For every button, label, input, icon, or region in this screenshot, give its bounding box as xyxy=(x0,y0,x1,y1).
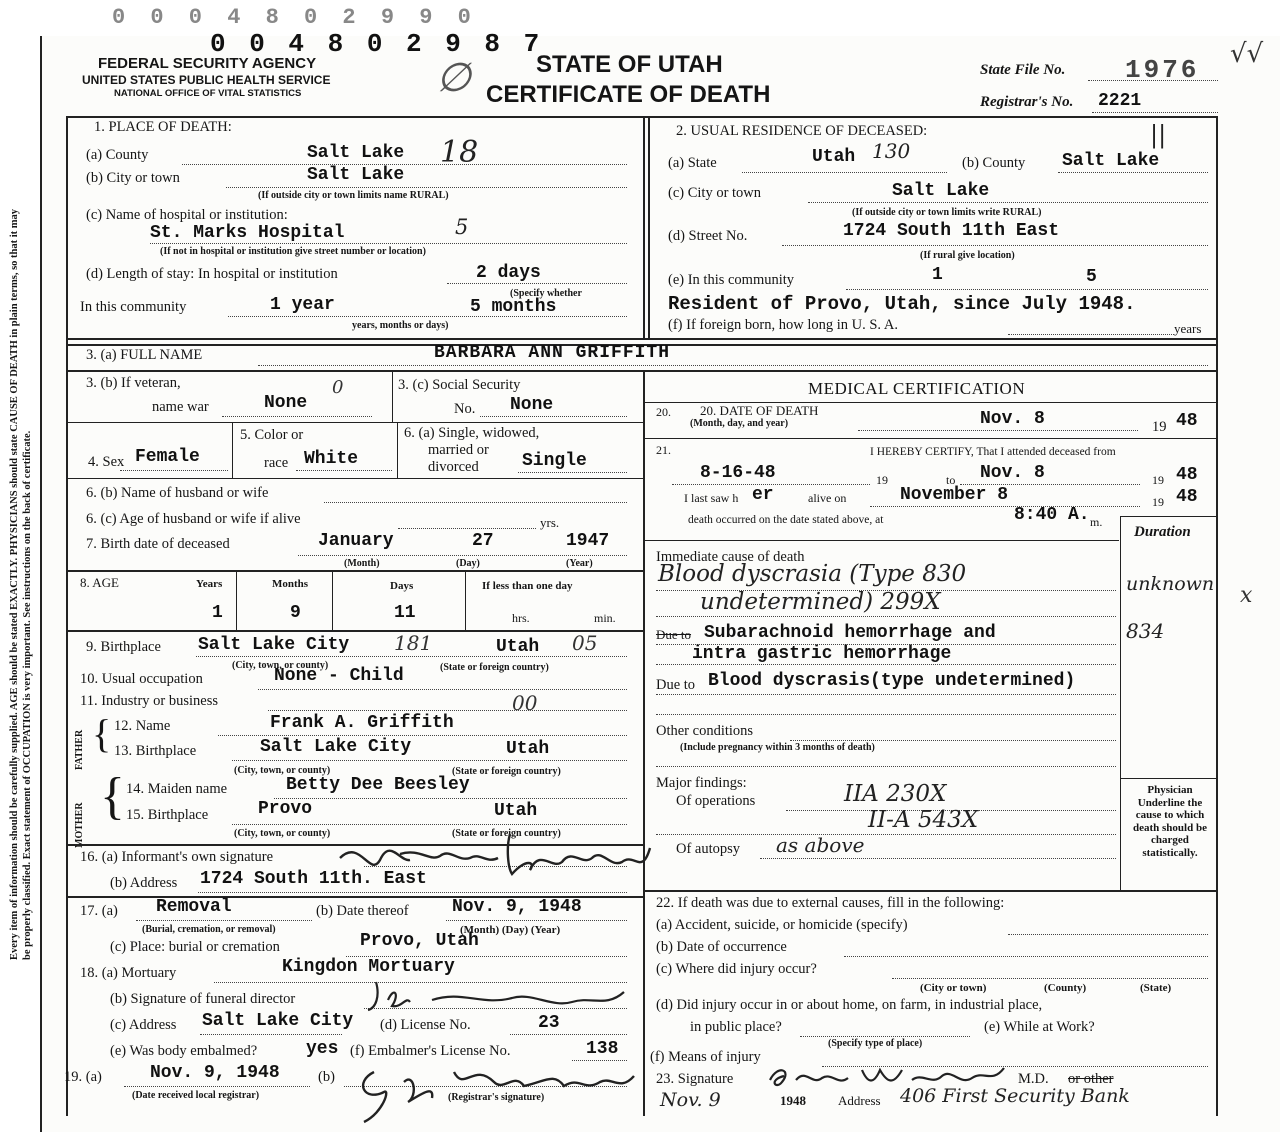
signature-other: or other xyxy=(1068,1071,1114,1087)
office-name: NATIONAL OFFICE OF VITAL STATISTICS xyxy=(114,88,302,99)
operations-2: II-A 543X xyxy=(868,807,979,833)
birthplace-city: Salt Lake City xyxy=(198,635,350,655)
burial-label: 17. (a) xyxy=(80,903,118,919)
received-label: 19. (a) xyxy=(64,1069,102,1085)
medical-bottom xyxy=(643,890,1216,892)
father-name: Frank A. Griffith xyxy=(270,713,454,733)
industry-label: 11. Industry or business xyxy=(80,693,219,709)
mother-bracket: { xyxy=(100,768,125,825)
residence-city-note: (If outside city or town limits write RURAL) xyxy=(852,207,1042,218)
immediate-line-2 xyxy=(656,616,1116,617)
age-div-3 xyxy=(465,570,466,630)
age-days-cap: Days xyxy=(390,580,414,592)
father-bp-line xyxy=(232,760,627,761)
age-label: 8. AGE xyxy=(80,575,119,590)
residence-city-line xyxy=(808,202,1208,203)
occupation-label: 10. Usual occupation xyxy=(80,671,203,687)
frame-row-2 xyxy=(66,370,1216,372)
last-saw-year: 48 xyxy=(1176,487,1198,507)
embalmed-value: yes xyxy=(306,1039,339,1059)
age-hrs: hrs. xyxy=(512,611,530,625)
due-to-2-label: Due to xyxy=(656,677,696,693)
operations-line-2 xyxy=(656,834,1116,835)
residence-heading: 2. USUAL RESIDENCE OF DECEASED: xyxy=(676,123,928,139)
immediate-cause-2: undetermined) 299X xyxy=(700,589,941,615)
top-number: 0 0 0 4 8 0 2 9 9 0 xyxy=(112,5,477,30)
state-file-label: State File No. xyxy=(980,62,1066,78)
received-cap: (Date received local registrar) xyxy=(132,1090,260,1101)
due-to-1-prefix: Due to xyxy=(656,627,692,642)
time-value: 8:40 A. xyxy=(1014,505,1090,525)
residence-foreign-label: (f) If foreign born, how long in U. S. A. xyxy=(668,317,898,333)
external-b-line xyxy=(844,956,1208,957)
burial-value: Removal xyxy=(156,897,232,917)
registrar-signature xyxy=(344,1052,654,1128)
hospital-value: St. Marks Hospital xyxy=(150,223,345,243)
mother-bp-state: Utah xyxy=(494,801,538,821)
autopsy-line xyxy=(760,858,1116,859)
residence-state: Utah xyxy=(812,147,856,167)
fullname-value: BARBARA ANN GRIFFITH xyxy=(434,343,671,363)
sex-value: Female xyxy=(135,447,200,467)
disposition-address-label: (c) Address xyxy=(110,1017,177,1033)
residence-street-label: (d) Street No. xyxy=(668,228,748,244)
birth-year-cap: (Year) xyxy=(566,558,593,569)
other-note: (Include pregnancy within 3 months of death) xyxy=(680,742,875,753)
cert-21: 21. xyxy=(656,443,671,457)
attended-to-label: to xyxy=(946,473,956,487)
mother-name-label: 14. Maiden name xyxy=(126,781,228,797)
marital-label-1: 6. (a) Single, widowed, xyxy=(404,425,540,441)
industry-mark: 00 xyxy=(512,691,538,715)
frame-top xyxy=(66,116,1216,118)
disposition-date-cap: (Month) (Day) (Year) xyxy=(460,924,561,936)
birthplace-label: 9. Birthplace xyxy=(86,639,161,655)
registrar-b-label: (b) xyxy=(318,1069,335,1085)
stay-label: (d) Length of stay: In hospital or institution xyxy=(86,266,338,282)
residence-county: Salt Lake xyxy=(1062,151,1160,171)
signature-label: 23. Signature xyxy=(656,1071,734,1087)
units-note: years, months or days) xyxy=(352,320,449,331)
hospital-note: (If not in hospital or institution give street number or location) xyxy=(160,246,426,257)
age-div-2 xyxy=(332,570,333,630)
husband-line xyxy=(324,502,627,503)
attended-to: Nov. 8 xyxy=(980,463,1045,483)
license-line xyxy=(510,1034,627,1035)
county-code: 18 xyxy=(440,135,479,170)
informant-address-line xyxy=(198,892,627,893)
attended-19: 19 xyxy=(876,473,888,487)
mother-name-line xyxy=(274,798,627,799)
veteran-line xyxy=(222,416,372,417)
birth-year: 1947 xyxy=(566,531,610,551)
ss-sub: No. xyxy=(454,401,476,417)
residence-county-line xyxy=(1058,172,1208,173)
duration-top xyxy=(1120,516,1216,517)
age-years: 1 xyxy=(212,603,223,623)
husband-label: 6. (b) Name of husband or wife xyxy=(86,485,269,501)
age-months: 9 xyxy=(290,603,301,623)
immediate-cause-1: Blood dyscrasia (Type 830 xyxy=(658,561,967,587)
dod-19: 19 xyxy=(1152,419,1167,435)
residence-community-label: (e) In this community xyxy=(668,272,795,288)
specify-note: (Specify whether xyxy=(510,288,582,299)
burial-line xyxy=(136,920,312,921)
frame-left xyxy=(66,116,68,1116)
license-label: (d) License No. xyxy=(380,1017,471,1033)
mother-bp-city: Provo xyxy=(258,799,313,819)
color-line xyxy=(296,470,392,471)
residence-county-label: (b) County xyxy=(962,155,1026,171)
mother-name: Betty Dee Beesley xyxy=(286,775,470,795)
residence-city: Salt Lake xyxy=(892,181,990,201)
state-file-value: 1976 xyxy=(1125,55,1200,85)
hospital-line xyxy=(150,243,627,244)
agency-name: FEDERAL SECURITY AGENCY xyxy=(98,55,317,72)
father-bp-city-cap: (City, town, or county) xyxy=(234,765,331,776)
service-name: UNITED STATES PUBLIC HEALTH SERVICE xyxy=(82,73,331,87)
last-saw-19: 19 xyxy=(1152,495,1164,509)
embalmer-value: 138 xyxy=(586,1039,619,1059)
fullname-label: 3. (a) FULL NAME xyxy=(86,347,203,363)
immediate-duration: unknown xyxy=(1126,573,1215,595)
frame-right xyxy=(1216,116,1218,1116)
birthdate-label: 7. Birth date of deceased xyxy=(86,536,230,552)
veteran-sub: name war xyxy=(152,399,209,415)
disposition-date-line xyxy=(446,920,627,921)
external-heading: 22. If death was due to external causes, fill in the following: xyxy=(656,895,1005,911)
received-value: Nov. 9, 1948 xyxy=(150,1063,280,1083)
burial-cap: (Burial, cremation, or removal) xyxy=(142,924,276,935)
due-to-1a: Subarachnoid hemorrhage and xyxy=(704,623,996,643)
birthplace-city-cap: (City, town, or county) xyxy=(232,660,329,671)
operations-label: Of operations xyxy=(676,793,756,809)
embalmed-label: (e) Was body embalmed? xyxy=(110,1043,258,1059)
ss-line xyxy=(480,416,627,417)
community-label: In this community xyxy=(80,299,187,315)
external-c: (c) Where did injury occur? xyxy=(656,961,817,977)
attended-19b: 19 xyxy=(1152,473,1164,487)
age-years-cap: Years xyxy=(196,578,223,590)
dod-value: Nov. 8 xyxy=(980,409,1045,429)
external-f: (f) Means of injury xyxy=(650,1049,761,1065)
registrar-cap: (Registrar's signature) xyxy=(448,1092,545,1103)
time-m: m. xyxy=(1090,515,1103,529)
physician-note-top xyxy=(1120,778,1216,779)
external-e: (e) While at Work? xyxy=(984,1019,1095,1035)
signature-md: M.D. xyxy=(1018,1071,1049,1087)
last-saw-line xyxy=(870,506,1140,507)
veteran-mark: 0 xyxy=(332,377,344,398)
age-months-cap: Months xyxy=(272,578,309,590)
husband-age-line xyxy=(398,528,536,529)
color-label: 5. Color or xyxy=(240,427,304,443)
row-veteran-bottom xyxy=(66,422,643,423)
title-state: STATE OF UTAH xyxy=(536,51,723,78)
mortuary-label: 18. (a) Mortuary xyxy=(80,965,177,981)
signature-date: Nov. 9 xyxy=(660,1089,721,1111)
resident-text: Resident of Provo, Utah, since July 1948. xyxy=(668,293,1136,315)
residence-state-line xyxy=(742,172,947,173)
other-line-2 xyxy=(656,766,1116,767)
industry-line xyxy=(268,710,627,711)
due-to-2: Blood dyscrasis(type undetermined) xyxy=(708,671,1076,691)
community-line xyxy=(228,316,627,317)
community-months: 5 months xyxy=(470,297,557,317)
dod-line xyxy=(858,430,1138,431)
director-label: (b) Signature of funeral director xyxy=(110,991,296,1007)
ss-value: None xyxy=(510,395,554,415)
birthplace-state-code: 05 xyxy=(572,631,598,655)
county-line xyxy=(182,164,627,165)
birthplace-city-code: 181 xyxy=(394,631,433,655)
row-birth-bottom xyxy=(66,570,643,572)
residence-state-label: (a) State xyxy=(668,155,717,171)
stay-value: 2 days xyxy=(476,263,541,283)
mother-bp-state-cap: (State or foreign country) xyxy=(452,828,561,839)
age-lt-day-cap: If less than one day xyxy=(482,580,573,592)
margin-instructions: Every item of information should be carefully supplied. AGE should be stated EXACTLY. PHYSICIANS should state CAUSE OF DEATH in plain terms, so that it may be properly classified. Exact statement of OCCUPATION is very important. See instructions on the back of certificate. xyxy=(9,208,33,960)
residence-city-label: (c) City or town xyxy=(668,185,762,201)
attended-to-year: 48 xyxy=(1176,465,1198,485)
corner-check-mark: √√ xyxy=(1230,39,1264,69)
place-label: (c) Place: burial or cremation xyxy=(110,939,280,955)
operations-1: IIA 230X xyxy=(844,781,947,807)
fullname-line xyxy=(258,365,1208,366)
external-d-line xyxy=(800,1036,970,1037)
license-value: 23 xyxy=(538,1013,560,1033)
father-name-line xyxy=(218,735,627,736)
sex-label: 4. Sex xyxy=(88,454,125,470)
veteran-divider xyxy=(392,370,393,422)
marital-line xyxy=(518,472,627,473)
dod-year: 48 xyxy=(1176,411,1198,431)
divider-bottom xyxy=(643,370,645,1116)
disposition-address-line xyxy=(200,1034,342,1035)
city-line xyxy=(226,187,627,188)
birth-day-cap: (Day) xyxy=(456,558,480,569)
father-bp-state-cap: (State or foreign country) xyxy=(452,766,561,777)
birthdate-line xyxy=(298,555,627,556)
husband-age-label: 6. (c) Age of husband or wife if alive xyxy=(86,511,301,527)
ss-label: 3. (c) Social Security xyxy=(398,377,521,393)
signature-address: 406 First Security Bank xyxy=(900,1085,1130,1107)
informant-sig-label: 16. (a) Informant's own signature xyxy=(80,849,274,865)
residence-rural-note: (If rural give location) xyxy=(920,250,1015,261)
external-c-city: (City or town) xyxy=(920,982,987,994)
birthplace-line xyxy=(196,656,627,657)
city-value: Salt Lake xyxy=(307,165,405,185)
disposition-address: Salt Lake City xyxy=(202,1011,354,1031)
place-value: Provo, Utah xyxy=(360,931,479,951)
residence-street: 1724 South 11th East xyxy=(843,221,1060,241)
disposition-date: Nov. 9, 1948 xyxy=(452,897,582,917)
disposition-date-label: (b) Date thereof xyxy=(316,903,409,919)
city-note: (If outside city or town limits name RURAL) xyxy=(258,190,449,201)
place-of-death-heading: 1. PLACE OF DEATH: xyxy=(94,119,232,135)
dod-sub: (Month, day, and year) xyxy=(690,418,789,429)
county-value: Salt Lake xyxy=(307,143,405,163)
residence-state-code: 130 xyxy=(872,139,911,163)
color-sub: race xyxy=(264,455,289,471)
last-saw-her: er xyxy=(752,485,774,505)
color-divider xyxy=(397,422,398,478)
residence-foreign-line xyxy=(1008,334,1174,335)
residence-community-line xyxy=(846,289,1208,290)
signature-address-label: Address xyxy=(838,1093,881,1108)
marital-label-2: married or xyxy=(428,442,489,458)
residence-years-word: years xyxy=(1174,321,1202,336)
immediate-label: Immediate cause of death xyxy=(656,549,805,565)
father-bp-city: Salt Lake City xyxy=(260,737,412,757)
residence-community-months: 5 xyxy=(1086,267,1097,287)
occurred-label: death occurred on the date stated above, at xyxy=(688,514,884,526)
row-sex-bottom xyxy=(66,478,643,479)
due-to-1b: intra gastric hemorrhage xyxy=(692,644,952,664)
last-saw-date: November 8 xyxy=(900,485,1009,505)
birth-month: January xyxy=(318,531,394,551)
color-value: White xyxy=(304,449,359,469)
external-d2: in public place? xyxy=(690,1019,782,1035)
mother-bp-city-cap: (City, town, or county) xyxy=(234,828,331,839)
director-signature xyxy=(362,972,632,1018)
sex-line xyxy=(120,470,228,471)
occurred-bottom xyxy=(643,540,1119,541)
due-to-2-line xyxy=(656,694,1116,695)
due-to-2b-line xyxy=(656,714,1116,715)
community-years: 1 year xyxy=(270,295,335,315)
age-min: min. xyxy=(594,611,616,625)
external-a: (a) Accident, suicide, or homicide (specify) xyxy=(656,917,908,933)
veteran-label: 3. (b) If veteran, xyxy=(86,375,181,391)
dod-label: 20. DATE OF DEATH xyxy=(700,403,819,418)
father-bp-state: Utah xyxy=(506,739,550,759)
city-label: (b) City or town xyxy=(86,170,180,186)
major-label: Major findings: xyxy=(656,775,747,791)
registrar-label: Registrar's No. xyxy=(980,94,1074,110)
birth-month-cap: (Month) xyxy=(344,558,380,569)
margin-x-mark: x xyxy=(1240,583,1253,608)
attended-from: 8-16-48 xyxy=(700,463,776,483)
hospital-label: (c) Name of hospital or institution: xyxy=(86,207,288,223)
external-c-line xyxy=(892,978,1208,979)
mother-bp-label: 15. Birthplace xyxy=(126,807,209,823)
dod-number: 20. xyxy=(656,405,671,419)
external-d: (d) Did injury occur in or about home, on farm, in industrial place, xyxy=(656,997,1043,1013)
age-div-1 xyxy=(236,570,237,630)
mortuary-value: Kingdon Mortuary xyxy=(282,957,455,977)
external-specify: (Specify type of place) xyxy=(828,1038,923,1049)
divider-top-2 xyxy=(648,116,650,338)
other-line xyxy=(790,740,1116,741)
residence-county-mark: || xyxy=(1150,121,1167,149)
frame-row-1 xyxy=(66,338,1216,340)
sex-divider xyxy=(232,422,233,478)
physician-note: Physician Underline the cause to which death should be charged statistically. xyxy=(1133,784,1207,859)
external-b: (b) Date of occurrence xyxy=(656,939,787,955)
divider-top xyxy=(643,116,645,338)
external-c-county: (County) xyxy=(1044,982,1087,994)
birth-day: 27 xyxy=(472,531,494,551)
father-vertical-label: FATHER xyxy=(74,729,85,770)
signature-year: 1948 xyxy=(780,1093,806,1108)
informant-address-label: (b) Address xyxy=(110,875,178,891)
duration-heading: Duration xyxy=(1134,524,1191,540)
row-age-bottom xyxy=(66,630,643,632)
husband-yrs: yrs. xyxy=(540,515,560,530)
father-bp-label: 13. Birthplace xyxy=(114,743,197,759)
father-bracket: { xyxy=(92,711,112,756)
external-a-line xyxy=(1008,934,1208,935)
father-name-label: 12. Name xyxy=(114,718,171,734)
hospital-code: 5 xyxy=(455,215,469,239)
autopsy-label: Of autopsy xyxy=(676,841,741,857)
autopsy-value: as above xyxy=(776,833,865,857)
slash-mark: ∅ xyxy=(436,55,471,101)
due-to-1-code: 834 xyxy=(1126,619,1165,643)
registrar-line xyxy=(1092,112,1218,113)
received-line xyxy=(124,1086,310,1087)
medical-heading: MEDICAL CERTIFICATION xyxy=(808,379,1026,398)
residence-street-line xyxy=(782,245,1208,246)
certify-text: I HEREBY CERTIFY, That I attended deceased from xyxy=(870,446,1116,458)
title-certificate: CERTIFICATE OF DEATH xyxy=(486,81,771,108)
occupation-value: None - Child xyxy=(274,666,404,686)
birthplace-state: Utah xyxy=(496,637,540,657)
age-days: 11 xyxy=(394,603,416,623)
residence-community-years: 1 xyxy=(932,265,943,285)
certificate-number: 0 0 4 8 0 2 9 8 7 xyxy=(210,29,544,59)
external-c-state: (State) xyxy=(1140,982,1172,994)
last-saw-label: I last saw h xyxy=(684,491,739,505)
embalmer-label: (f) Embalmer's License No. xyxy=(350,1043,511,1059)
registrar-value: 2221 xyxy=(1098,91,1142,111)
dod-bottom xyxy=(643,438,1216,439)
marital-label-3: divorced xyxy=(428,459,479,475)
alive-on-label: alive on xyxy=(808,491,847,505)
marital-value: Single xyxy=(522,451,587,471)
other-label: Other conditions xyxy=(656,723,754,739)
veteran-value: None xyxy=(264,393,308,413)
informant-address: 1724 South 11th. East xyxy=(200,869,427,889)
county-label: (a) County xyxy=(86,147,149,163)
duration-divider xyxy=(1120,516,1121,891)
mother-vertical-label: MOTHER xyxy=(74,802,85,848)
birthplace-state-cap: (State or foreign country) xyxy=(440,662,549,673)
due-to-1b-line xyxy=(656,664,1116,665)
occupation-line xyxy=(258,689,627,690)
